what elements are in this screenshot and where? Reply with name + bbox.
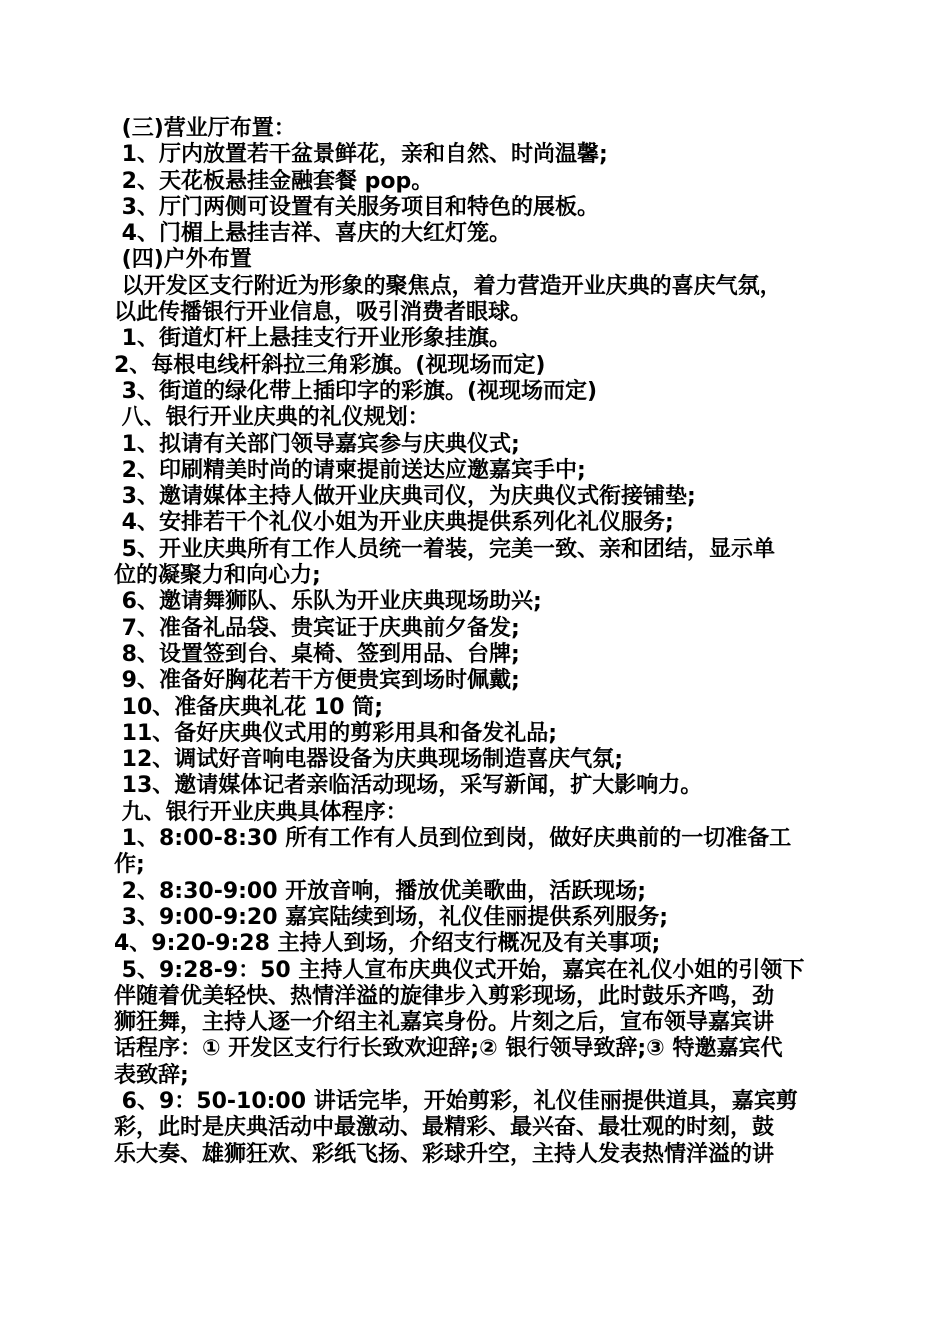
- text-line: 9、准备好胸花若干方便贵宾到场时佩戴;: [114, 668, 520, 694]
- text-line: 5、开业庆典所有工作人员统一着装，完美一致、亲和团结，显示单: [114, 536, 775, 562]
- section-heading-etiquette-plan: 八、银行开业庆典的礼仪规划：: [114, 405, 430, 431]
- text-line: 1、拟请有关部门领导嘉宾参与庆典仪式;: [114, 431, 520, 457]
- text-line: 以此传播银行开业信息，吸引消费者眼球。: [114, 300, 533, 326]
- text-line: 4、9:20-9:28 主持人到场，介绍支行概况及有关事项;: [114, 931, 661, 957]
- text-line: 位的凝聚力和向心力;: [114, 563, 321, 589]
- text-line: 2、印刷精美时尚的请柬提前送达应邀嘉宾手中;: [114, 457, 586, 483]
- text-line: 4、安排若干个礼仪小姐为开业庆典提供系列化礼仪服务;: [114, 510, 674, 536]
- section-heading-hall-layout: (三)营业厅布置：: [114, 116, 296, 141]
- text-line: 1、街道灯杆上悬挂支行开业形象挂旗。: [114, 326, 511, 352]
- text-line: 1、8:00-8:30 所有工作有人员到位到岗，做好庆典前的一切准备工: [114, 826, 792, 852]
- text-line: 1、厅内放置若干盆景鲜花，亲和自然、时尚温馨;: [114, 142, 608, 168]
- text-line: 3、邀请媒体主持人做开业庆典司仪，为庆典仪式衔接铺垫;: [114, 484, 696, 510]
- document-body: [114, 116, 836, 1168]
- text-line: 12、调试好音响电器设备为庆典现场制造喜庆气氛;: [114, 747, 624, 773]
- text-line: 8、设置签到台、桌椅、签到用品、台牌;: [114, 641, 520, 667]
- text-line: 作;: [114, 852, 145, 878]
- text-line: 表致辞;: [114, 1062, 189, 1088]
- text-line: 13、邀请媒体记者亲临活动现场，采写新闻，扩大影响力。: [114, 773, 703, 799]
- text-line: 6、邀请舞狮队、乐队为开业庆典现场助兴;: [114, 589, 542, 615]
- text-line: 2、每根电线杆斜拉三角彩旗。(视现场而定): [114, 352, 546, 378]
- text-line: 3、街道的绿化带上插印字的彩旗。(视现场而定): [114, 378, 598, 404]
- text-line: 话程序：① 开发区支行行长致欢迎辞;② 银行领导致辞;③ 特邀嘉宾代: [114, 1036, 783, 1062]
- text-line: 3、9:00-9:20 嘉宾陆续到场，礼仪佳丽提供系列服务;: [114, 904, 668, 930]
- text-line: 4、门楣上悬挂吉祥、喜庆的大红灯笼。: [114, 221, 511, 247]
- text-line: 11、备好庆典仪式用的剪彩用具和备发礼品;: [114, 720, 558, 746]
- text-line: 伴随着优美轻快、热情洋溢的旋律步入剪彩现场，此时鼓乐齐鸣，劲: [114, 983, 775, 1009]
- text-line: 10、准备庆典礼花 10 筒;: [114, 694, 384, 720]
- text-line: 2、8:30-9:00 开放音响，播放优美歌曲，活跃现场;: [114, 878, 646, 904]
- text-line: 7、准备礼品袋、贵宾证于庆典前夕备发;: [114, 615, 520, 641]
- text-line: 乐大奏、雄狮狂欢、彩纸飞扬、彩球升空，主持人发表热情洋溢的讲: [114, 1141, 775, 1167]
- section-heading-outdoor-layout: (四)户外布置: [114, 247, 252, 273]
- text-line: 2、天花板悬挂金融套餐 pop。: [114, 168, 434, 194]
- text-line: 彩，此时是庆典活动中最激动、最精彩、最兴奋、最壮观的时刻，鼓: [114, 1115, 775, 1141]
- text-line: 6、9：50-10:00 讲话完毕，开始剪彩，礼仪佳丽提供道具，嘉宾剪: [114, 1088, 798, 1114]
- text-line: 狮狂舞，主持人逐一介绍主礼嘉宾身份。片刻之后，宣布领导嘉宾讲: [114, 1010, 775, 1036]
- section-heading-ceremony-program: 九、银行开业庆典具体程序：: [114, 799, 408, 825]
- text-line: 以开发区支行附近为形象的聚焦点，着力营造开业庆典的喜庆气氛，: [114, 273, 782, 299]
- text-line: 5、9:28-9：50 主持人宣布庆典仪式开始，嘉宾在礼仪小姐的引领下: [114, 957, 805, 983]
- text-line: 3、厅门两侧可设置有关服务项目和特色的展板。: [114, 194, 599, 220]
